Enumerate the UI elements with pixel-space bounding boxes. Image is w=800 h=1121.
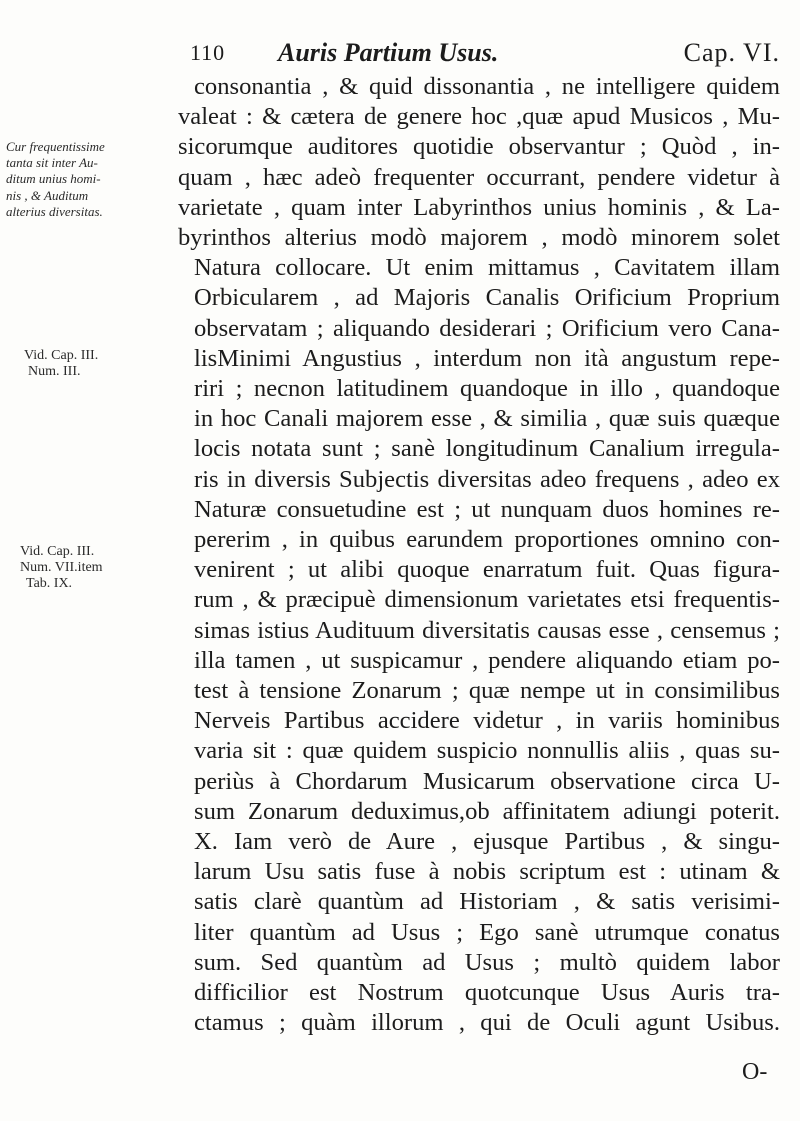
margin-note-line: nis , & Auditum (6, 187, 89, 203)
text-line: ctamus ; quàm illorum , qui de Oculi agunt Usibus. (194, 1009, 780, 1037)
text-line: byrinthos alterius modò majorem , modò minorem solet (178, 224, 780, 252)
text-line: consonantia , & quid dissonantia , ne intelligere quidem (194, 73, 780, 100)
text-line: X. Iam verò de Aure , ejusque Partibus , & singu- (194, 828, 780, 856)
body-text (178, 72, 780, 1039)
text-line: ris in diversis Subjectis diversitas adeo frequens , adeo ex (194, 465, 780, 493)
text-line: lisMinimi Angustius , interdum non ità angustum repe- (194, 344, 780, 372)
margin-note-line: Vid. Cap. III. (24, 348, 99, 363)
margin-note-line: alterius diversitas. (6, 203, 103, 219)
text-line: Orbicularem , ad Majoris Canalis Orificium Proprium (194, 284, 780, 312)
text-line: valeat : & cætera de genere hoc ,quæ apud Musicos , Mu- (178, 103, 780, 131)
text-line: in hoc Canali majorem esse , & similia , quæ suis quæque (194, 405, 780, 433)
margin-note-reference-2 (20, 544, 103, 592)
margin-note-line: Cur frequentissime (6, 139, 105, 154)
text-line: sum Zonarum deduximus,ob affinitatem adiungi poterit. (194, 797, 780, 825)
margin-note-line: tanta sit inter Au- (6, 155, 98, 171)
margin-note-line: Num. III. (28, 364, 81, 379)
text-line: difficilior est Nostrum quotcunque Usus Auris tra- (194, 979, 780, 1007)
text-line: rum , & præcipuè dimensionum varietates etsi frequentis- (194, 586, 780, 614)
text-line: Naturæ consuetudine est ; ut nunquam duos homines re- (194, 495, 780, 523)
text-line: Natura collocare. Ut enim mittamus , Cavitatem illam (194, 254, 780, 282)
text-line: riri ; necnon latitudinem quandoque in illo , quandoque (194, 375, 780, 403)
running-title: Auris Partium Usus. (278, 38, 499, 67)
text-line: venirent ; ut alibi quoque enarratum fuit. Quas figura- (194, 556, 780, 584)
text-line: Nerveis Partibus accidere videtur , in variis hominibus (194, 707, 780, 735)
margin-note-line: Tab. IX. (26, 576, 73, 591)
text-line: illa tamen , ut suspicamur , pendere aliquando etiam po- (194, 646, 780, 674)
margin-note-line: Vid. Cap. III. (20, 544, 95, 559)
text-line: liter quantùm ad Usus ; Ego sanè utrumque conatus (194, 918, 780, 946)
text-line: varietate , quam inter Labyrinthos unius hominis , & La- (178, 193, 780, 221)
margin-note-line: Num. VII.item (20, 560, 103, 575)
text-line: varia sit : quæ quidem suspicio nonnullis aliis , quas su- (194, 737, 780, 765)
chapter-label: Cap. VI. (683, 38, 780, 67)
text-line: satis clarè quantùm ad Historiam , & satis verisimi- (194, 888, 780, 916)
text-line: test à tensione Zonarum ; quæ nempe ut in consimilibus (194, 677, 780, 705)
margin-note-diversity (6, 139, 172, 220)
margin-note-line: ditum unius homi- (6, 171, 101, 187)
text-line: periùs à Chordarum Musicarum observatione circa U- (194, 767, 780, 795)
text-line: sum. Sed quantùm ad Usus ; multò quidem labor (194, 948, 780, 976)
text-line: sicorumque auditores quotidie observantur ; Quòd , in- (178, 133, 780, 161)
text-line: simas istius Audituum diversitatis causas esse , censemus ; (194, 616, 780, 644)
text-line: pererim , in quibus earundem proportiones omnino con- (194, 526, 780, 554)
text-line: observatam ; aliquando desiderari ; Orificium vero Cana- (194, 314, 780, 342)
margin-note-reference-1 (24, 348, 98, 380)
text-line: locis notata sunt ; sanè longitudinum Canalium irregula- (194, 435, 780, 463)
text-line: quam , hæc adeò frequenter occurrant, pendere videtur à (178, 163, 780, 191)
page-number: 110 (190, 40, 226, 65)
running-head (180, 36, 792, 70)
text-line: larum Usu satis fuse à nobis scriptum est : utinam & (194, 858, 780, 886)
catchword: O- (742, 1059, 768, 1085)
